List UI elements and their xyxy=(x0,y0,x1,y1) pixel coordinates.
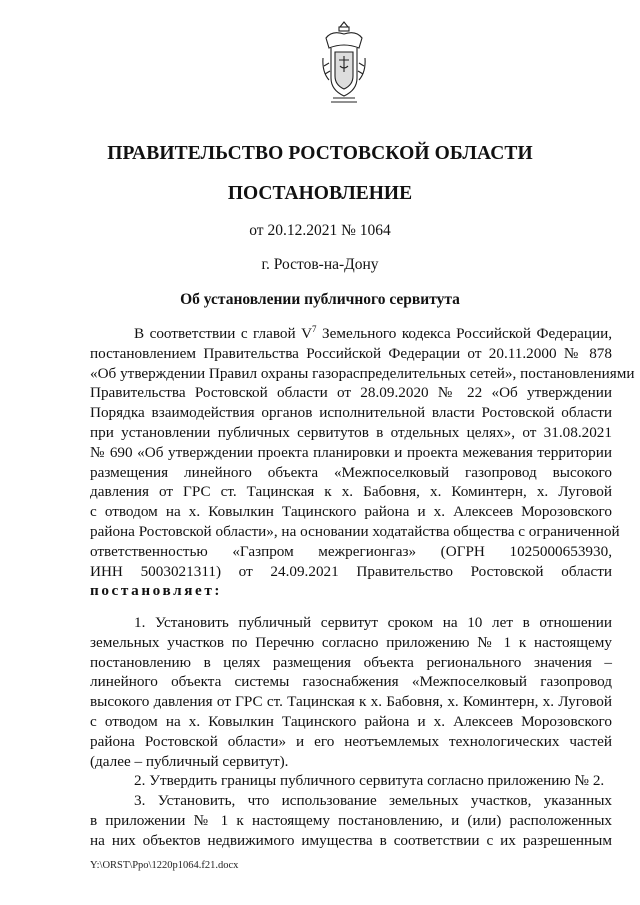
date-number: от 20.12.2021 № 1064 xyxy=(249,222,391,239)
government-title: ПРАВИТЕЛЬСТВО РОСТОВСКОЙ ОБЛАСТИ xyxy=(107,143,533,164)
preamble-paragraph xyxy=(90,324,635,601)
text-line: постановлением Правительства Российской Федерации от 20.11.2000 № 878 xyxy=(90,344,612,362)
text-line: В соответствии с главой $V^7$ Земельного кодекса Российской Федерации, xyxy=(134,324,612,342)
text-line: Порядка взаимодействия органов исполнительной власти Ростовской области xyxy=(90,404,612,422)
text-line: линейного объекта системы газоснабжения «Межпоселковый газопровод xyxy=(90,673,612,691)
document-type: ПОСТАНОВЛЕНИЕ xyxy=(227,183,413,204)
text-line: 1. Установить публичный сервитут сроком на 10 лет в отношении xyxy=(134,614,612,631)
text-line: ответственностью «Газпром межрегионгаз» (ОГРН 1025000653930, xyxy=(90,542,612,560)
text-line: на них объектов недвижимого имущества в соответствии с их разрешенным xyxy=(90,831,612,849)
text-line: постановлению в целях размещения объекта регионального значения – xyxy=(90,653,612,671)
city: г. Ростов-на-Дону xyxy=(261,256,379,273)
document-subject: Об установлении публичного сервитута xyxy=(180,291,460,308)
text-line: при установлении публичных сервитутов в отдельных целях», от 31.08.2021 xyxy=(90,423,612,441)
text-line: давления от ГРС ст. Тацинская к х. Бабовня, х. Коминтерн, х. Луговой xyxy=(90,483,612,501)
text-line: размещения линейного объекта «Межпоселковый газопровод высокого xyxy=(90,463,612,481)
text-line: высокого давления от ГРС ст. Тацинская к х. Бабовня, х. Коминтерн, х. Луговой xyxy=(90,693,612,711)
text-line: Правительства Ростовской области от 28.09.2020 № 22 «Об утверждении xyxy=(90,384,612,402)
text-line: (далее – публичный сервитут). xyxy=(90,752,289,770)
text-line: района Ростовской области», на основании ходатайства общества с ограниченной xyxy=(90,522,620,540)
text-line: с отводом на х. Ковылкин Тацинского района и х. Алексеев Морозовского xyxy=(90,712,612,730)
text-line: земельных участков по Перечню согласно приложению № 1 к настоящему xyxy=(90,633,612,651)
text-line: с отводом на х. Ковылкин Тацинского района и х. Алексеев Морозовского xyxy=(90,503,612,521)
decree-items xyxy=(90,613,612,851)
decree-word: постановляет: xyxy=(90,582,223,600)
text-line: 2. Утвердить границы публичного сервитута согласно приложению № 2. xyxy=(134,772,605,790)
file-path-footer: Y:\ORST\Ppo\1220p1064.f21.docx xyxy=(90,860,239,871)
text-line: ИНН 5003021311) от 24.09.2021 Правительство Ростовской области xyxy=(90,562,612,580)
text-line: 3. Установить, что использование земельных участков, указанных xyxy=(134,792,612,810)
text-line: № 690 «Об утверждении проекта планировки и проекта межевания территории xyxy=(90,443,612,461)
text-line: района Ростовской области» и его неотъемлемых технологических частей xyxy=(90,732,612,750)
coat-of-arms-icon xyxy=(321,18,367,110)
text-line: «Об утверждении Правил охраны газораспределительных сетей», постановлениями xyxy=(90,364,635,382)
text-line: в приложении № 1 к настоящему постановлению, и (или) расположенных xyxy=(90,811,612,829)
